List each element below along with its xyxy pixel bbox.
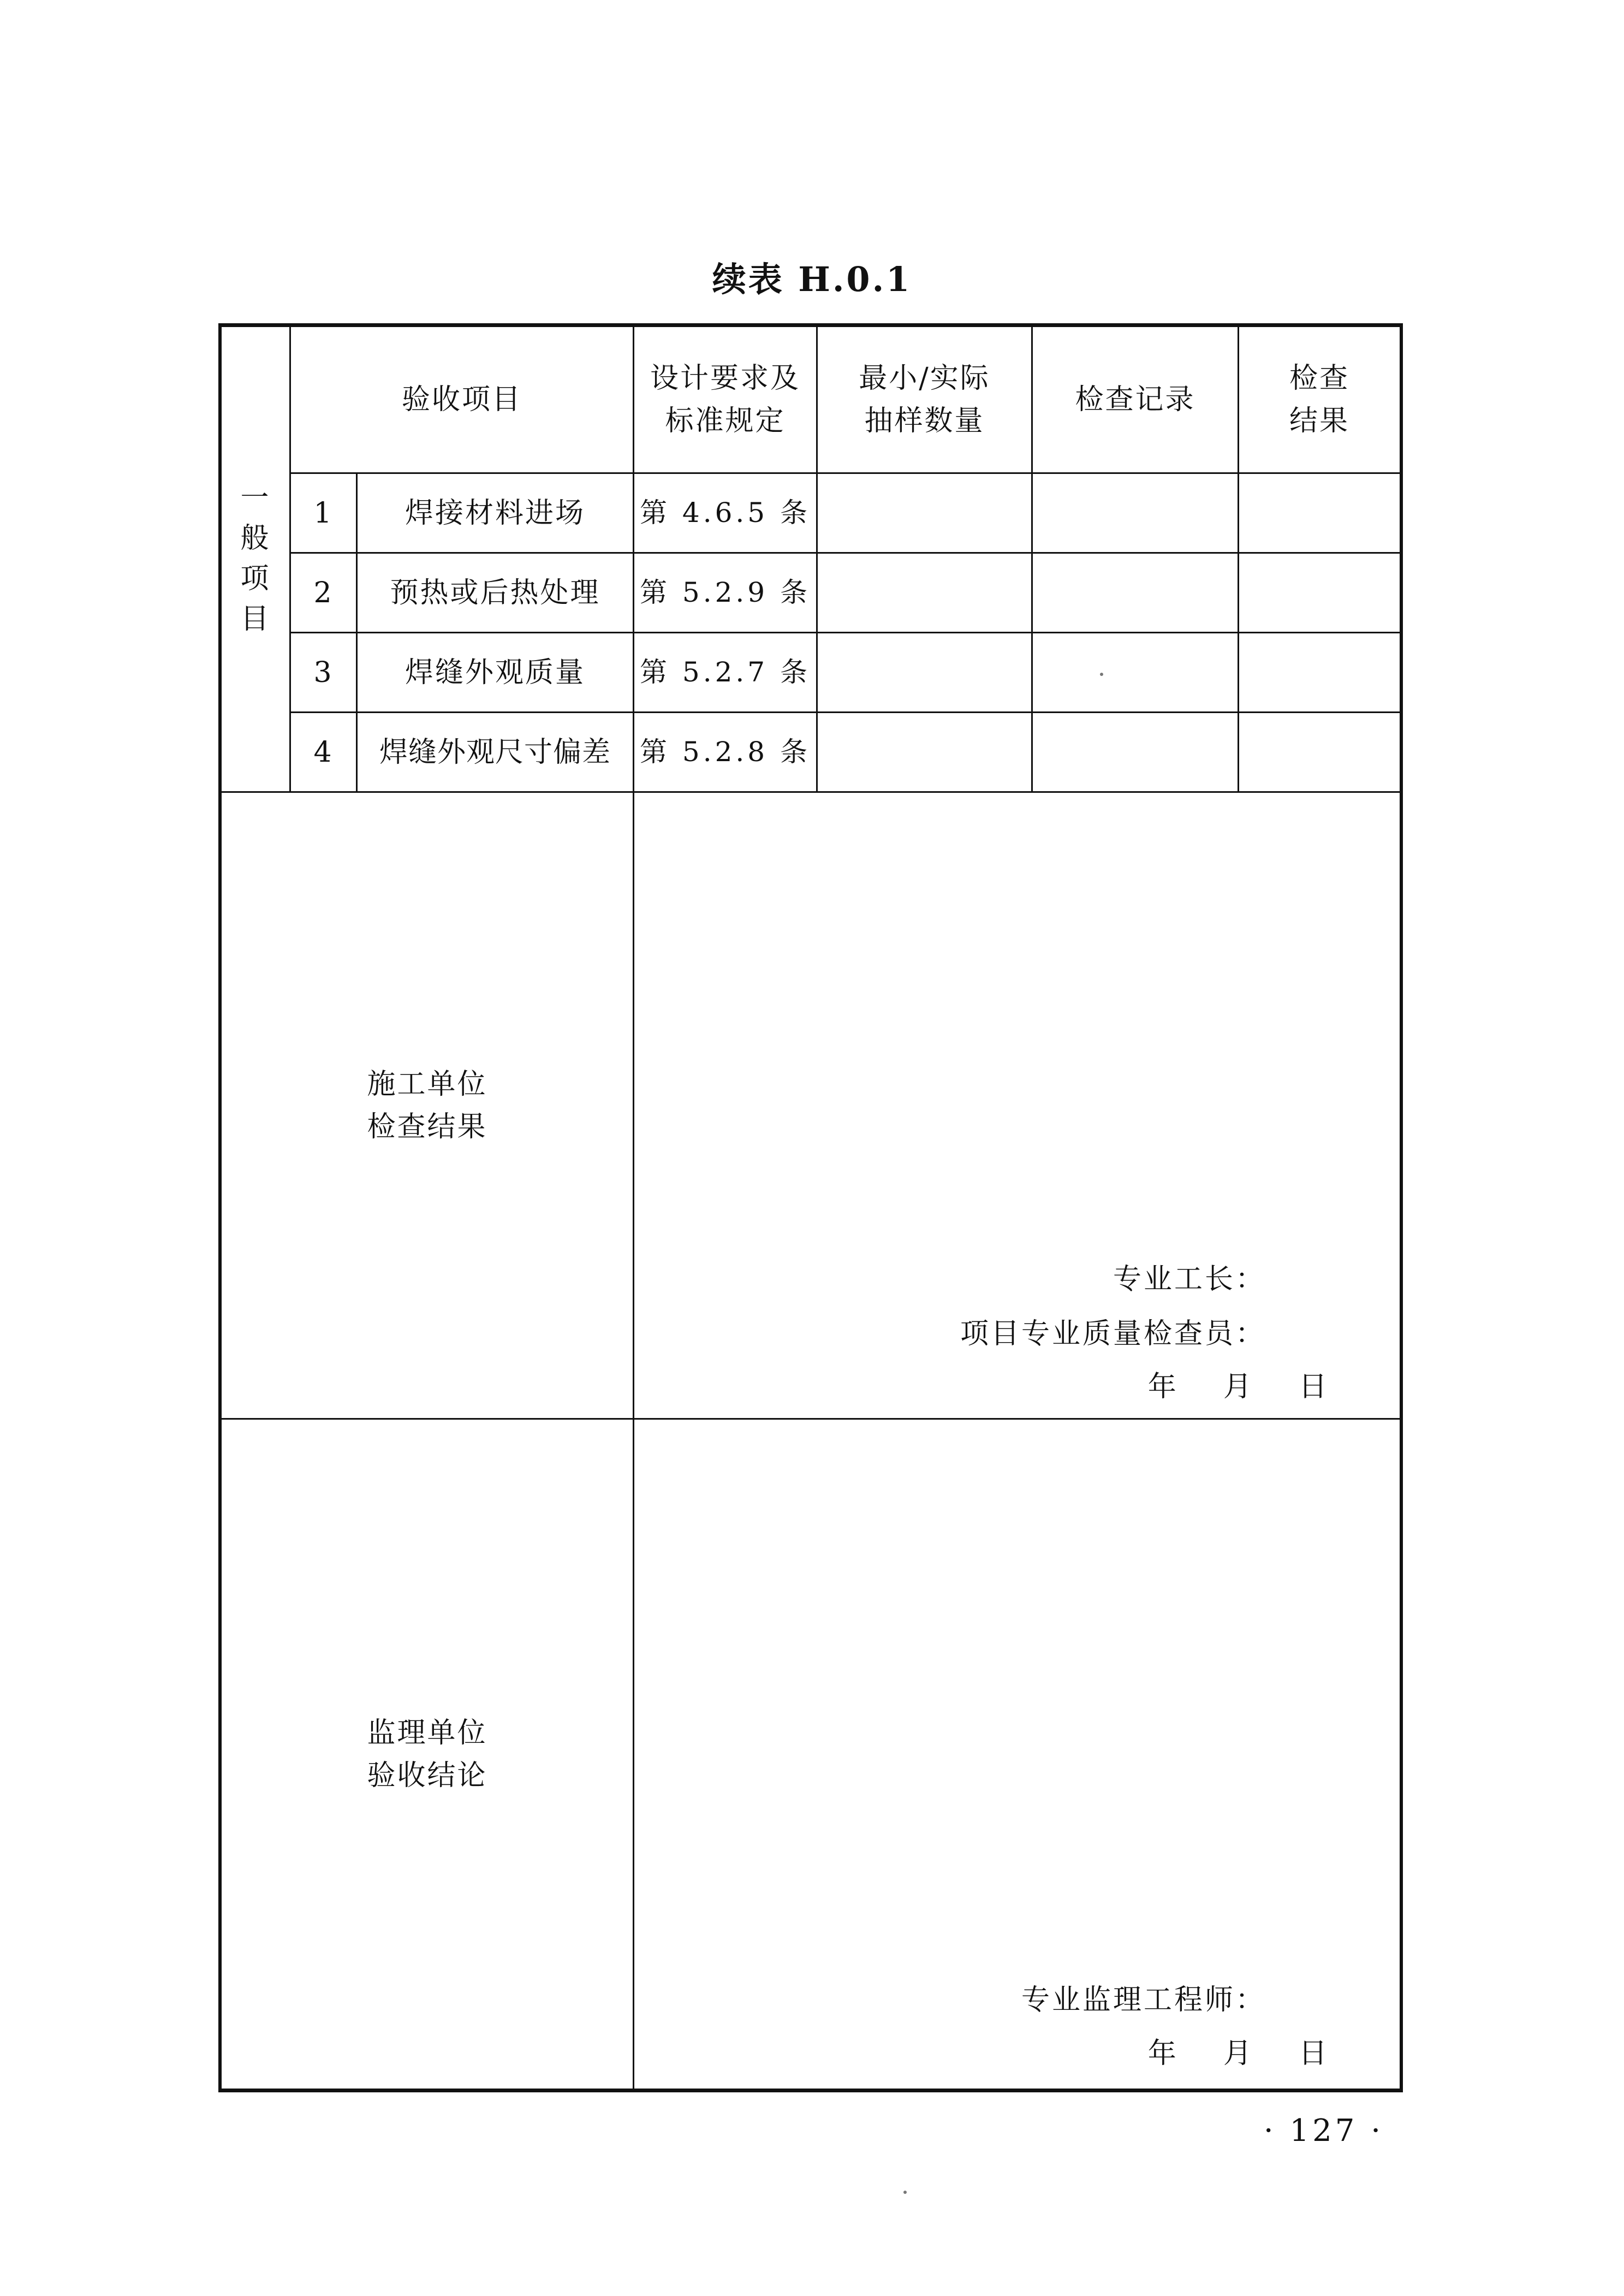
supervision-date: 年 月 日 [1147, 2037, 1329, 2070]
header-check-result [1239, 327, 1400, 472]
inspector-signature-label: 项目专业质量检查员： [960, 1318, 1266, 1350]
table-border-right [1400, 323, 1403, 2092]
construction-label-line1: 施工单位 [367, 1067, 487, 1101]
engineer-signature-label: 专业监理工程师： [1021, 1984, 1266, 2016]
construction-label-line2: 检查结果 [367, 1110, 487, 1143]
header-check-record-text: 检查记录 [1075, 383, 1195, 416]
supervision-label-line1: 监理单位 [367, 1716, 487, 1749]
row-item: 预热或后热处理 [390, 576, 600, 609]
category-label [222, 327, 289, 791]
header-requirement-text: 设计要求及 标准规定 [650, 362, 800, 437]
row-number: 1 [313, 496, 334, 530]
supervision-label [222, 1420, 633, 2089]
construction-label [222, 793, 633, 1418]
row-clause: 第 4.6.5 条 [639, 497, 811, 529]
row-number: 4 [313, 735, 334, 769]
construction-date: 年 月 日 [1147, 1371, 1329, 1403]
supervision-label-line2: 验收结论 [367, 1759, 487, 1792]
header-item [291, 327, 633, 472]
table-border-bottom [218, 2089, 1403, 2092]
scan-speck [1100, 673, 1103, 676]
header-sample-count [818, 327, 1031, 472]
foreman-signature-label: 专业工长： [1113, 1263, 1266, 1296]
header-item-text: 验收项目 [401, 383, 522, 416]
header-check-record [1033, 327, 1238, 472]
header-check-result-text: 检查 结果 [1289, 362, 1349, 437]
row-clause: 第 5.2.7 条 [639, 656, 811, 688]
table-title: 续表 H.0.1 [712, 259, 912, 299]
header-sample-count-text: 最小/实际 抽样数量 [859, 362, 990, 437]
table-border-top [218, 323, 1403, 327]
category-char: 项 [240, 562, 271, 595]
category-char: 目 [240, 602, 271, 636]
category-char: 般 [240, 522, 271, 555]
page-number: · 127 · [1263, 2113, 1384, 2149]
row-number: 2 [313, 576, 334, 609]
category-char: 一 [240, 482, 271, 515]
scan-speck [903, 2191, 907, 2194]
row-clause: 第 5.2.9 条 [639, 577, 811, 608]
row-item: 焊缝外观质量 [404, 656, 585, 689]
row-number: 3 [313, 656, 334, 689]
row-clause: 第 5.2.8 条 [639, 736, 811, 768]
row-item: 焊缝外观尺寸偏差 [379, 735, 611, 769]
row-item: 焊接材料进场 [404, 496, 585, 530]
header-requirement [634, 327, 816, 472]
